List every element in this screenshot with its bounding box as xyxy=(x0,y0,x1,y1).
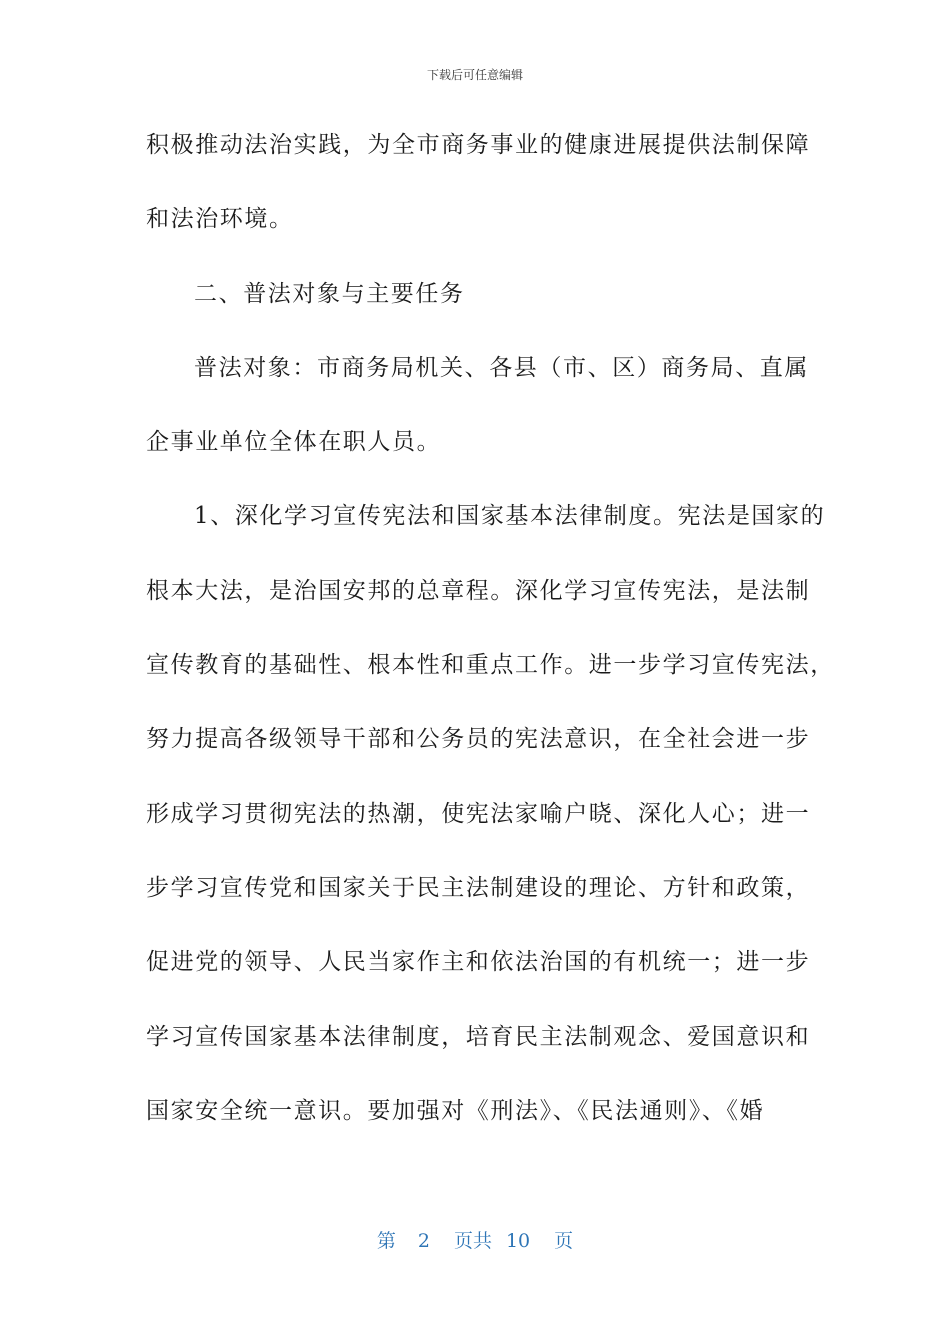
text-line: 和法治环境。 xyxy=(146,206,294,233)
header-note: 下载后可任意编辑 xyxy=(426,68,523,82)
text-line: 宣传教育的基础性、根本性和重点工作。进一步学习宣传宪法， xyxy=(146,652,835,679)
text-line: 步学习宣传党和国家关于民主法制建设的理论、方针和政策， xyxy=(146,874,811,901)
document-body xyxy=(146,122,835,1162)
footer-suffix: 页 xyxy=(554,1230,574,1252)
text-line: 企事业单位全体在职人员。 xyxy=(146,429,442,456)
text-line: 1、深化学习宣传宪法和国家基本法律制度。宪法是国家的 xyxy=(194,503,826,530)
total-pages-number: 10 xyxy=(505,1230,531,1252)
text-line: 积极推动法治实践，为全市商务事业的健康进展提供法制保障 xyxy=(146,132,811,158)
text-line: 根本大法，是治国安邦的总章程。深化学习宣传宪法，是法制 xyxy=(146,577,811,604)
text-line: 学习宣传国家基本法律制度，培育民主法制观念、爱国意识和 xyxy=(146,1023,811,1050)
footer-prefix: 第 xyxy=(376,1230,396,1252)
footer-middle: 页共 xyxy=(453,1230,492,1252)
text-line: 国家安全统一意识。要加强对《刑法》、《民法通则》、《婚 xyxy=(146,1097,765,1124)
text-line: 促进党的领导、人民当家作主和依法治国的有机统一；进一步 xyxy=(146,949,811,976)
text-line: 形成学习贯彻宪法的热潮，使宪法家喻户晓、深化人心；进一 xyxy=(146,800,811,827)
section-heading: 二、普法对象与主要任务 xyxy=(194,280,465,307)
page-number-footer xyxy=(0,1226,950,1253)
current-page-number: 2 xyxy=(417,1230,430,1252)
text-line: 努力提高各级领导干部和公务员的宪法意识，在全社会进一步 xyxy=(146,726,811,753)
text-line: 普法对象：市商务局机关、各县（市、区）商务局、直属 xyxy=(194,354,809,381)
